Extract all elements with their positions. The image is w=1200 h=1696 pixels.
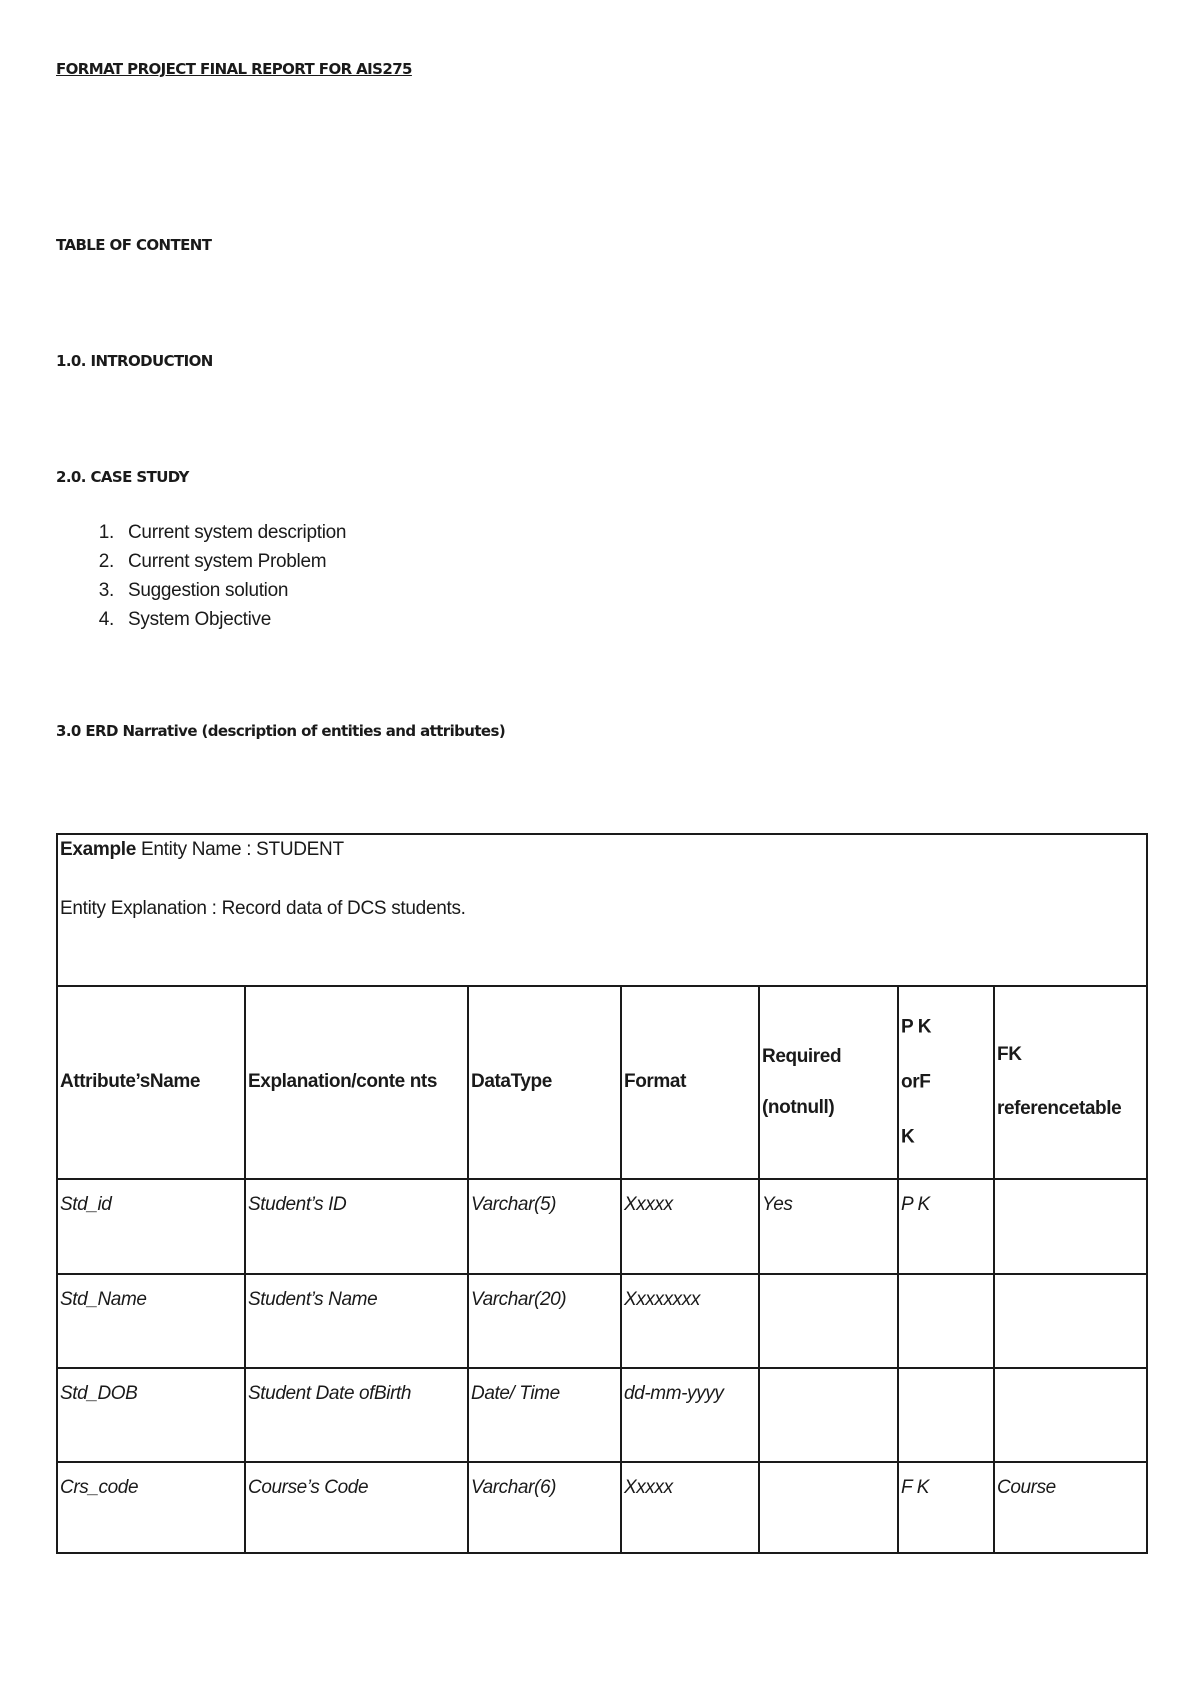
list-text: System Objective (128, 609, 272, 630)
cell-format: dd-mm-yyyy (622, 1369, 760, 1461)
table-row (58, 1275, 1146, 1369)
cell-attribute: Crs_code (58, 1463, 246, 1554)
cell-reference (995, 1369, 1146, 1461)
list-item (100, 605, 346, 634)
case-study-list (100, 518, 346, 634)
list-number: 3. (98, 580, 114, 601)
cell-data-type: Varchar(6) (469, 1463, 622, 1554)
entity-name-text: Entity Name : STUDENT (141, 839, 344, 860)
entity-header (58, 835, 1146, 987)
cell-reference (995, 1180, 1146, 1273)
cell-attribute: Std_DOB (58, 1369, 246, 1461)
document-title: FORMAT PROJECT FINAL REPORT FOR AIS275 (56, 60, 412, 78)
table-header-row (58, 985, 1146, 1180)
cell-explanation: Student’s Name (246, 1275, 469, 1367)
header-format: Format (622, 985, 760, 1178)
cell-key (899, 1369, 995, 1461)
header-required: Required (notnull) (760, 985, 899, 1178)
cell-attribute: Std_id (58, 1180, 246, 1273)
list-text: Current system Problem (128, 551, 327, 572)
cell-required (760, 1275, 899, 1367)
cell-format: Xxxxx (622, 1463, 760, 1554)
cell-reference: Course (997, 1477, 1056, 1498)
example-label: Example (60, 839, 137, 860)
cell-key: F K (899, 1463, 995, 1554)
cell-format: Xxxxx (622, 1180, 760, 1273)
cell-explanation: Student Date ofBirth (246, 1369, 469, 1461)
header-explanation: Explanation/conte nts (246, 985, 469, 1178)
header-attribute-name: Attribute’sName (58, 985, 246, 1178)
cell-required (760, 1369, 899, 1461)
header-data-type: DataType (469, 985, 622, 1178)
heading-introduction: 1.0. INTRODUCTION (56, 352, 213, 370)
heading-erd-narrative: 3.0 ERD Narrative (description of entities and attributes) (56, 722, 506, 740)
heading-table-of-content: TABLE OF CONTENT (56, 236, 212, 254)
list-item (100, 547, 346, 576)
list-item (100, 576, 346, 605)
header-pk-or-fk: P K orF K (899, 985, 995, 1178)
table-row (58, 1180, 1146, 1275)
cell-required (760, 1463, 899, 1554)
list-text: Current system description (128, 522, 347, 543)
table-row (58, 1369, 1146, 1463)
list-number: 4. (98, 609, 114, 630)
list-number: 2. (98, 551, 114, 572)
cell-data-type: Varchar(5) (469, 1180, 622, 1273)
cell-explanation: Course’s Code (246, 1463, 469, 1554)
heading-case-study: 2.0. CASE STUDY (56, 468, 189, 486)
cell-reference (995, 1275, 1146, 1367)
cell-data-type: Date/ Time (469, 1369, 622, 1461)
cell-explanation: Student’s ID (246, 1180, 469, 1273)
list-text: Suggestion solution (128, 580, 289, 601)
entity-name (60, 839, 344, 861)
entity-explanation: Entity Explanation : Record data of DCS students. (60, 898, 466, 919)
cell-key (899, 1275, 995, 1367)
list-number: 1. (98, 522, 114, 543)
entity-table (56, 833, 1148, 1554)
cell-format: Xxxxxxxx (622, 1275, 760, 1367)
cell-attribute: Std_Name (58, 1275, 246, 1367)
cell-key: P K (899, 1180, 995, 1273)
header-fk-reference-table: FK referencetable (997, 1043, 1122, 1119)
cell-data-type: Varchar(20) (469, 1275, 622, 1367)
list-item (100, 518, 346, 547)
table-row (58, 1463, 1146, 1554)
cell-required: Yes (760, 1180, 899, 1273)
